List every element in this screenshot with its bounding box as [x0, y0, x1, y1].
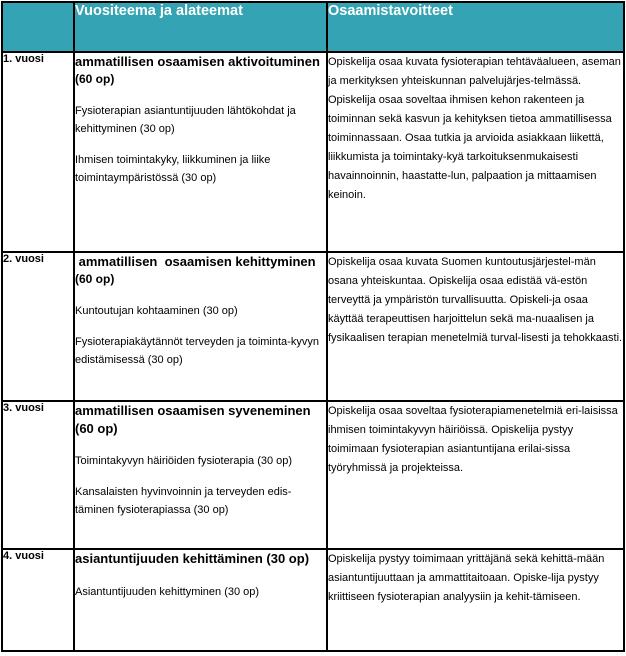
year-cell: 4. vuosi — [2, 549, 74, 651]
year-cell: 3. vuosi — [2, 401, 74, 549]
year-cell: 1. vuosi — [2, 52, 74, 252]
subtheme: Fysioterapian asiantuntijuuden lähtökohdat ja kehittyminen (30 op) — [75, 105, 296, 135]
theme-title: ammatillisen osaamisen kehittyminen — [75, 254, 316, 269]
subtheme: Kuntoutujan kohtaaminen (30 op) — [75, 305, 238, 317]
table-row — [2, 401, 624, 549]
theme-cell — [74, 52, 327, 252]
goals-cell: Opiskelija osaa kuvata Suomen kuntoutusjärjestel-män osana yhteiskuntaa. Opiskelija osaa edistää vä-estön terveyttä ja ympäristön turvallisuutta. Opiskeli-ja osaa käyttää terapeuttisen harjoittelun sekä ma-nuaalisen ja fysikaalisen terapian menetelmiä turval-lisesti ja tehokkaasti. — [327, 252, 624, 401]
subtheme: Ihmisen toimintakyky, liikkuminen ja liike toimintaympäristössä (30 op) — [75, 154, 271, 184]
theme-credits: (60 op) — [75, 72, 115, 86]
goals-cell: Opiskelija pystyy toimimaan yrittäjänä sekä kehittä-mään asiantuntijuuttaan ja ammattitaitoaan. Opiske-lija pystyy kriittiseen fysioterapian analyysiin ja kehit-tämiseen. — [327, 549, 624, 651]
header-row — [2, 2, 624, 52]
year-cell: 2. vuosi — [2, 252, 74, 401]
subtheme: Kansalaisten hyvinvoinnin ja terveyden edis-täminen fysioterapiassa (30 op) — [75, 486, 292, 516]
theme-cell — [74, 549, 327, 651]
subtheme: Toimintakyvyn häiriöiden fysioterapia (30 op) — [75, 455, 293, 467]
goals-cell: Opiskelija osaa kuvata fysioterapian tehtäväalueen, aseman ja merkityksen yhteiskunnan palvelujärjes-telmässä. Opiskelija osaa soveltaa ihmisen kehon rakenteen ja toiminnan sekä kasvun ja kehityksen tietoa ammatillisessa toiminnassaan. Osaa tutkia ja arvioida asiakkaan liikettä, liikkumista ja toimintaky-kyä tarkoituksenmukaisesti havainnoinnin, haastatte-lun, palpaation ja mittaamisen keinoin. — [327, 52, 624, 252]
subtheme: Fysioterapiakäytännöt terveyden ja toiminta-kyvyn edistämisessä (30 op) — [75, 336, 319, 366]
theme-credits: (60 op) — [75, 272, 115, 286]
subtheme: Asiantuntijuuden kehittyminen (30 op) — [75, 586, 260, 598]
curriculum-table — [1, 1, 625, 652]
table-row — [2, 52, 624, 252]
theme-title: ammatillisen osaamisen syveneminen — [75, 403, 311, 418]
goals-cell: Opiskelija osaa soveltaa fysioterapiamenetelmiä eri-laisissa ihmisen toimintakyvyn häiriöissä. Opiskelija pystyy toimimaan fysioterapian asiantuntijana erilai-sissa työryhmissä ja projekteissa. — [327, 401, 624, 549]
header-year — [2, 2, 74, 52]
header-theme: Vuositeema ja alateemat — [74, 2, 327, 52]
theme-credits: (60 op) — [75, 421, 118, 436]
header-goals: Osaamistavoitteet — [327, 2, 624, 52]
table-row — [2, 549, 624, 651]
table-row — [2, 252, 624, 401]
theme-cell — [74, 252, 327, 401]
theme-title: asiantuntijuuden kehittäminen (30 op) — [75, 551, 310, 566]
theme-title: ammatillisen osaamisen aktivoituminen — [75, 54, 320, 69]
theme-cell — [74, 401, 327, 549]
